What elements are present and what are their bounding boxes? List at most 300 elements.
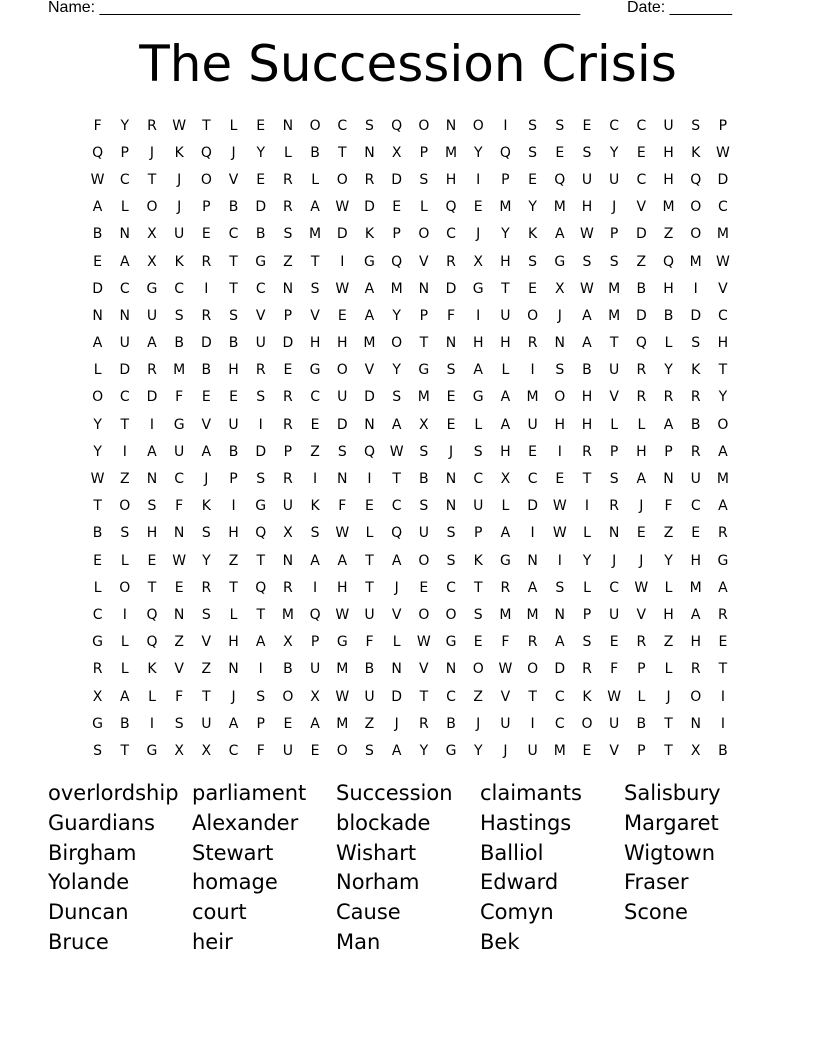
grid-letter[interactable]: U xyxy=(500,307,511,324)
grid-letter[interactable]: S xyxy=(528,117,538,134)
grid-letter[interactable]: Q xyxy=(663,253,675,270)
grid-letter[interactable]: M xyxy=(281,606,294,623)
grid-letter[interactable]: R xyxy=(283,389,293,406)
grid-letter[interactable]: S xyxy=(609,471,619,488)
grid-letter[interactable]: I xyxy=(557,552,562,569)
grid-letter[interactable]: L xyxy=(311,171,319,188)
grid-letter[interactable]: N xyxy=(119,307,131,324)
grid-letter[interactable]: D xyxy=(554,661,566,678)
grid-letter[interactable]: A xyxy=(147,443,157,460)
grid-letter[interactable]: W xyxy=(335,525,350,542)
grid-letter[interactable]: R xyxy=(609,498,620,515)
grid-letter[interactable]: A xyxy=(473,362,483,379)
grid-letter[interactable]: R xyxy=(690,389,701,406)
grid-letter[interactable]: V xyxy=(419,253,429,270)
grid-letter[interactable]: E xyxy=(365,498,374,515)
grid-letter[interactable]: I xyxy=(530,525,535,542)
grid-letter[interactable]: I xyxy=(258,416,263,433)
grid-letter[interactable]: C xyxy=(119,389,130,406)
grid-letter[interactable]: S xyxy=(582,253,592,270)
grid-letter[interactable]: N xyxy=(282,117,294,134)
grid-letter[interactable]: Y xyxy=(419,742,429,759)
grid-letter[interactable]: M xyxy=(716,471,729,488)
grid-letter[interactable]: A xyxy=(718,579,728,596)
grid-letter[interactable]: M xyxy=(363,335,376,352)
grid-letter[interactable]: L xyxy=(148,688,156,705)
grid-letter[interactable]: V xyxy=(718,280,728,297)
grid-letter[interactable]: X xyxy=(473,253,484,270)
grid-letter[interactable]: U xyxy=(282,742,294,759)
grid-letter[interactable]: P xyxy=(473,525,483,542)
grid-letter[interactable]: P xyxy=(637,661,646,678)
grid-letter[interactable]: S xyxy=(555,579,565,596)
grid-letter[interactable]: I xyxy=(313,471,318,488)
grid-letter[interactable]: I xyxy=(122,443,127,460)
grid-letter[interactable]: S xyxy=(528,144,538,161)
grid-letter[interactable]: I xyxy=(204,280,209,297)
grid-letter[interactable]: E xyxy=(93,253,103,270)
grid-letter[interactable]: X xyxy=(92,688,103,705)
grid-letter[interactable]: R xyxy=(283,171,293,188)
grid-letter[interactable]: N xyxy=(337,471,348,488)
grid-letter[interactable]: A xyxy=(554,634,565,651)
grid-letter[interactable]: E xyxy=(174,579,184,596)
grid-letter[interactable]: D xyxy=(336,416,348,433)
grid-letter[interactable]: T xyxy=(609,335,619,352)
grid-letter[interactable]: W xyxy=(552,498,567,515)
grid-letter[interactable]: J xyxy=(503,742,508,759)
grid-letter[interactable]: T xyxy=(310,253,320,270)
grid-letter[interactable]: H xyxy=(337,579,348,596)
grid-letter[interactable]: O xyxy=(527,307,539,324)
grid-letter[interactable]: H xyxy=(445,171,457,188)
grid-letter[interactable]: W xyxy=(90,171,105,188)
grid-letter[interactable]: R xyxy=(718,606,728,623)
grid-letter[interactable]: N xyxy=(228,661,239,678)
grid-letter[interactable]: S xyxy=(93,742,103,759)
grid-letter[interactable]: Q xyxy=(690,171,702,188)
grid-letter[interactable]: V xyxy=(310,307,320,324)
grid-letter[interactable]: E xyxy=(473,199,483,216)
grid-letter[interactable]: H xyxy=(228,525,239,542)
grid-letter[interactable]: Z xyxy=(310,443,320,460)
grid-letter[interactable]: S xyxy=(201,525,211,542)
grid-letter[interactable]: V xyxy=(419,661,429,678)
grid-letter[interactable]: L xyxy=(664,579,673,596)
grid-letter[interactable]: A xyxy=(500,525,511,542)
grid-letter[interactable]: H xyxy=(228,362,239,379)
grid-letter[interactable]: X xyxy=(174,742,184,759)
grid-letter[interactable]: T xyxy=(147,579,157,596)
grid-letter[interactable]: O xyxy=(336,362,348,379)
grid-letter[interactable]: D xyxy=(119,362,131,379)
grid-letter[interactable]: N xyxy=(527,552,538,569)
grid-letter[interactable]: S xyxy=(365,117,374,134)
grid-letter[interactable]: G xyxy=(146,742,158,759)
grid-letter[interactable]: D xyxy=(282,335,294,352)
grid-letter[interactable]: R xyxy=(201,253,212,270)
grid-letter[interactable]: E xyxy=(636,525,646,542)
grid-letter[interactable]: J xyxy=(476,226,481,243)
grid-letter[interactable]: E xyxy=(310,416,320,433)
grid-letter[interactable]: T xyxy=(147,171,157,188)
grid-letter[interactable]: F xyxy=(447,307,456,324)
grid-letter[interactable]: T xyxy=(256,552,265,569)
grid-letter[interactable]: R xyxy=(690,443,701,460)
grid-letter[interactable]: L xyxy=(93,579,102,596)
grid-letter[interactable]: B xyxy=(255,226,266,243)
grid-letter[interactable]: E xyxy=(582,117,592,134)
grid-letter[interactable]: G xyxy=(146,280,158,297)
grid-letter[interactable]: E xyxy=(283,362,293,379)
grid-letter[interactable]: U xyxy=(174,226,185,243)
grid-letter[interactable]: M xyxy=(417,389,430,406)
grid-letter[interactable]: M xyxy=(526,606,539,623)
grid-letter[interactable]: P xyxy=(718,117,728,134)
grid-letter[interactable]: W xyxy=(715,253,730,270)
grid-letter[interactable]: P xyxy=(419,144,429,161)
grid-letter[interactable]: P xyxy=(256,715,265,732)
grid-letter[interactable]: Z xyxy=(174,634,184,651)
grid-letter[interactable]: G xyxy=(173,416,185,433)
grid-letter[interactable]: R xyxy=(527,634,538,651)
grid-letter[interactable]: Y xyxy=(202,552,211,569)
grid-letter[interactable]: B xyxy=(228,443,239,460)
grid-letter[interactable]: J xyxy=(231,144,236,161)
grid-letter[interactable]: A xyxy=(500,389,511,406)
grid-letter[interactable]: B xyxy=(636,715,647,732)
grid-letter[interactable]: Y xyxy=(120,117,130,134)
grid-letter[interactable]: I xyxy=(313,579,318,596)
grid-letter[interactable]: G xyxy=(472,389,484,406)
grid-letter[interactable]: B xyxy=(174,335,184,352)
grid-letter[interactable]: V xyxy=(636,199,647,216)
grid-letter[interactable]: X xyxy=(283,634,293,651)
grid-letter[interactable]: A xyxy=(92,335,103,352)
grid-letter[interactable]: O xyxy=(119,579,131,596)
grid-letter[interactable]: Z xyxy=(663,634,674,651)
grid-letter[interactable]: U xyxy=(364,606,375,623)
grid-letter[interactable]: N xyxy=(445,661,457,678)
grid-letter[interactable]: P xyxy=(283,307,293,324)
grid-letter[interactable]: E xyxy=(93,552,103,569)
grid-letter[interactable]: D xyxy=(445,280,457,297)
grid-letter[interactable]: J xyxy=(666,688,671,705)
grid-letter[interactable]: B xyxy=(310,144,320,161)
grid-letter[interactable]: Y xyxy=(528,199,537,216)
grid-letter[interactable]: L xyxy=(637,416,646,433)
grid-letter[interactable]: W xyxy=(172,552,187,569)
grid-letter[interactable]: H xyxy=(663,144,674,161)
grid-letter[interactable]: G xyxy=(472,280,484,297)
grid-letter[interactable]: H xyxy=(309,335,321,352)
grid-letter[interactable]: E xyxy=(609,634,619,651)
grid-letter[interactable]: C xyxy=(391,498,402,515)
grid-letter[interactable]: W xyxy=(335,199,350,216)
grid-letter[interactable]: I xyxy=(503,117,508,134)
grid-letter[interactable]: N xyxy=(391,661,402,678)
grid-letter[interactable]: D xyxy=(391,688,403,705)
grid-letter[interactable]: C xyxy=(119,280,130,297)
grid-letter[interactable]: K xyxy=(691,362,701,379)
grid-letter[interactable]: L xyxy=(637,688,646,705)
grid-letter[interactable]: F xyxy=(610,661,619,678)
grid-letter[interactable]: T xyxy=(202,117,211,134)
grid-letter[interactable]: A xyxy=(119,253,130,270)
grid-letter[interactable]: U xyxy=(609,606,620,623)
grid-letter[interactable]: S xyxy=(283,226,293,243)
date-field[interactable]: Date: _______ xyxy=(627,0,732,16)
grid-letter[interactable]: B xyxy=(119,715,130,732)
grid-letter[interactable]: M xyxy=(336,715,349,732)
grid-letter[interactable]: H xyxy=(500,335,511,352)
grid-letter[interactable]: H xyxy=(337,335,348,352)
grid-letter[interactable]: T xyxy=(419,335,429,352)
grid-letter[interactable]: I xyxy=(122,606,127,623)
grid-letter[interactable]: B xyxy=(201,362,212,379)
grid-letter[interactable]: G xyxy=(499,552,511,569)
grid-letter[interactable]: M xyxy=(716,226,729,243)
grid-letter[interactable]: R xyxy=(663,389,674,406)
grid-letter[interactable]: U xyxy=(609,362,620,379)
grid-letter[interactable]: O xyxy=(472,661,484,678)
grid-letter[interactable]: S xyxy=(256,471,266,488)
grid-letter[interactable]: Y xyxy=(582,552,592,569)
grid-letter[interactable]: T xyxy=(202,688,211,705)
grid-letter[interactable]: J xyxy=(204,471,209,488)
grid-letter[interactable]: S xyxy=(365,742,374,759)
grid-letter[interactable]: V xyxy=(636,606,647,623)
grid-letter[interactable]: N xyxy=(146,471,158,488)
grid-letter[interactable]: E xyxy=(256,171,266,188)
grid-letter[interactable]: A xyxy=(690,606,701,623)
grid-letter[interactable]: S xyxy=(582,634,592,651)
grid-letter[interactable]: Q xyxy=(255,525,267,542)
grid-letter[interactable]: R xyxy=(283,199,293,216)
grid-letter[interactable]: G xyxy=(255,498,267,515)
grid-letter[interactable]: C xyxy=(337,117,348,134)
grid-letter[interactable]: H xyxy=(554,416,566,433)
grid-letter[interactable]: T xyxy=(664,715,673,732)
grid-letter[interactable]: S xyxy=(419,443,429,460)
grid-letter[interactable]: N xyxy=(92,307,103,324)
grid-letter[interactable]: T xyxy=(501,280,510,297)
grid-letter[interactable]: L xyxy=(229,117,238,134)
grid-letter[interactable]: P xyxy=(609,443,619,460)
grid-letter[interactable]: A xyxy=(718,443,728,460)
grid-letter[interactable]: Q xyxy=(255,579,267,596)
grid-letter[interactable]: J xyxy=(639,552,644,569)
grid-letter[interactable]: F xyxy=(93,117,102,134)
grid-letter[interactable]: H xyxy=(690,552,701,569)
grid-letter[interactable]: B xyxy=(92,525,103,542)
grid-letter[interactable]: Y xyxy=(93,443,102,460)
grid-letter[interactable]: I xyxy=(584,498,590,515)
grid-letter[interactable]: H xyxy=(690,634,701,651)
grid-letter[interactable]: E xyxy=(528,443,538,460)
grid-letter[interactable]: T xyxy=(120,416,130,433)
grid-letter[interactable]: N xyxy=(445,498,457,515)
grid-letter[interactable]: T xyxy=(718,362,728,379)
grid-letter[interactable]: T xyxy=(718,661,728,678)
grid-letter[interactable]: M xyxy=(662,199,675,216)
grid-letter[interactable]: T xyxy=(419,688,429,705)
grid-letter[interactable]: B xyxy=(446,715,456,732)
grid-letter[interactable]: K xyxy=(174,253,184,270)
grid-letter[interactable]: T xyxy=(528,688,537,705)
grid-letter[interactable]: N xyxy=(418,280,430,297)
grid-letter[interactable]: G xyxy=(554,253,566,270)
grid-letter[interactable]: E xyxy=(446,416,456,433)
grid-letter[interactable]: Y xyxy=(473,144,483,161)
grid-letter[interactable]: Y xyxy=(501,226,510,243)
grid-letter[interactable]: R xyxy=(255,362,266,379)
grid-letter[interactable]: C xyxy=(255,280,266,297)
grid-letter[interactable]: I xyxy=(476,307,481,324)
grid-letter[interactable]: A xyxy=(364,307,375,324)
grid-letter[interactable]: V xyxy=(201,634,212,651)
grid-letter[interactable]: S xyxy=(147,498,157,515)
grid-letter[interactable]: N xyxy=(445,471,457,488)
grid-letter[interactable]: D xyxy=(635,307,647,324)
grid-letter[interactable]: P xyxy=(120,144,129,161)
grid-letter[interactable]: S xyxy=(446,552,456,569)
grid-letter[interactable]: Q xyxy=(635,335,647,352)
grid-letter[interactable]: R xyxy=(283,416,293,433)
grid-letter[interactable]: H xyxy=(500,253,511,270)
grid-letter[interactable]: A xyxy=(391,416,402,433)
grid-letter[interactable]: I xyxy=(149,416,155,433)
grid-letter[interactable]: B xyxy=(283,661,293,678)
grid-letter[interactable]: E xyxy=(555,144,565,161)
grid-letter[interactable]: C xyxy=(718,307,728,324)
grid-letter[interactable]: E xyxy=(691,525,701,542)
grid-letter[interactable]: S xyxy=(691,117,701,134)
grid-letter[interactable]: M xyxy=(336,661,349,678)
grid-letter[interactable]: C xyxy=(473,471,484,488)
grid-letter[interactable]: S xyxy=(174,307,184,324)
grid-letter[interactable]: F xyxy=(175,498,184,515)
grid-letter[interactable]: N xyxy=(445,117,457,134)
grid-letter[interactable]: R xyxy=(364,171,375,188)
grid-letter[interactable]: U xyxy=(609,715,620,732)
grid-letter[interactable]: L xyxy=(610,416,619,433)
grid-letter[interactable]: U xyxy=(473,498,484,515)
grid-letter[interactable]: U xyxy=(337,389,348,406)
grid-letter[interactable]: R xyxy=(636,389,647,406)
grid-letter[interactable]: S xyxy=(256,688,266,705)
grid-letter[interactable]: T xyxy=(473,579,483,596)
grid-letter[interactable]: V xyxy=(255,307,266,324)
grid-letter[interactable]: U xyxy=(309,661,321,678)
grid-letter[interactable]: W xyxy=(552,525,567,542)
grid-letter[interactable]: A xyxy=(554,226,565,243)
grid-letter[interactable]: A xyxy=(500,416,511,433)
grid-letter[interactable]: A xyxy=(310,715,320,732)
grid-letter[interactable]: M xyxy=(553,742,566,759)
grid-letter[interactable]: S xyxy=(473,443,483,460)
grid-letter[interactable]: B xyxy=(718,742,728,759)
grid-letter[interactable]: E xyxy=(446,389,456,406)
grid-letter[interactable]: A xyxy=(391,552,402,569)
grid-letter[interactable]: E xyxy=(582,742,592,759)
grid-letter[interactable]: W xyxy=(172,117,187,134)
grid-letter[interactable]: C xyxy=(446,688,456,705)
grid-letter[interactable]: U xyxy=(228,416,239,433)
grid-letter[interactable]: H xyxy=(717,335,729,352)
grid-letter[interactable]: H xyxy=(228,634,239,651)
grid-letter[interactable]: W xyxy=(335,688,350,705)
grid-letter[interactable]: L xyxy=(93,362,102,379)
grid-letter[interactable]: R xyxy=(283,579,293,596)
grid-letter[interactable]: R xyxy=(527,335,538,352)
grid-letter[interactable]: G xyxy=(445,742,457,759)
grid-letter[interactable]: A xyxy=(364,280,375,297)
grid-letter[interactable]: W xyxy=(389,443,404,460)
grid-letter[interactable]: U xyxy=(527,742,538,759)
grid-letter[interactable]: M xyxy=(608,307,621,324)
grid-letter[interactable]: B xyxy=(663,307,674,324)
grid-letter[interactable]: Q xyxy=(146,634,158,651)
grid-letter[interactable]: F xyxy=(664,498,673,515)
grid-letter[interactable]: T xyxy=(256,606,265,623)
grid-letter[interactable]: I xyxy=(693,280,698,297)
grid-letter[interactable]: F xyxy=(175,688,184,705)
grid-letter[interactable]: Q xyxy=(554,171,566,188)
grid-letter[interactable]: S xyxy=(120,525,130,542)
grid-letter[interactable]: D xyxy=(635,226,647,243)
grid-letter[interactable]: B xyxy=(419,471,429,488)
grid-letter[interactable]: K xyxy=(310,498,320,515)
grid-letter[interactable]: T xyxy=(365,552,374,569)
grid-letter[interactable]: O xyxy=(336,171,348,188)
grid-letter[interactable]: U xyxy=(527,416,538,433)
grid-letter[interactable]: C xyxy=(554,715,565,732)
grid-letter[interactable]: C xyxy=(609,117,620,134)
grid-letter[interactable]: D xyxy=(391,171,403,188)
grid-letter[interactable]: W xyxy=(335,280,350,297)
grid-letter[interactable]: L xyxy=(392,634,401,651)
grid-letter[interactable]: P xyxy=(392,226,401,243)
grid-letter[interactable]: J xyxy=(177,171,182,188)
grid-letter[interactable]: T xyxy=(120,742,130,759)
grid-letter[interactable]: H xyxy=(581,199,593,216)
grid-letter[interactable]: C xyxy=(690,498,701,515)
grid-letter[interactable]: L xyxy=(120,552,129,569)
grid-letter[interactable]: S xyxy=(582,144,592,161)
grid-letter[interactable]: O xyxy=(717,416,729,433)
grid-letter[interactable]: O xyxy=(690,199,702,216)
grid-letter[interactable]: E xyxy=(201,226,211,243)
grid-letter[interactable]: U xyxy=(364,688,375,705)
grid-letter[interactable]: C xyxy=(174,471,185,488)
grid-letter[interactable]: O xyxy=(418,606,430,623)
grid-letter[interactable]: V xyxy=(391,606,402,623)
grid-letter[interactable]: O xyxy=(200,171,212,188)
grid-letter[interactable]: D xyxy=(690,307,702,324)
grid-letter[interactable]: L xyxy=(501,362,510,379)
grid-letter[interactable]: V xyxy=(364,362,375,379)
grid-letter[interactable]: P xyxy=(283,443,293,460)
grid-letter[interactable]: S xyxy=(609,253,619,270)
grid-letter[interactable]: P xyxy=(229,471,238,488)
grid-letter[interactable]: A xyxy=(310,199,320,216)
grid-letter[interactable]: O xyxy=(554,389,566,406)
grid-letter[interactable]: L xyxy=(501,498,510,515)
grid-letter[interactable]: U xyxy=(146,307,158,324)
grid-letter[interactable]: N xyxy=(445,335,457,352)
grid-letter[interactable]: R xyxy=(147,362,157,379)
